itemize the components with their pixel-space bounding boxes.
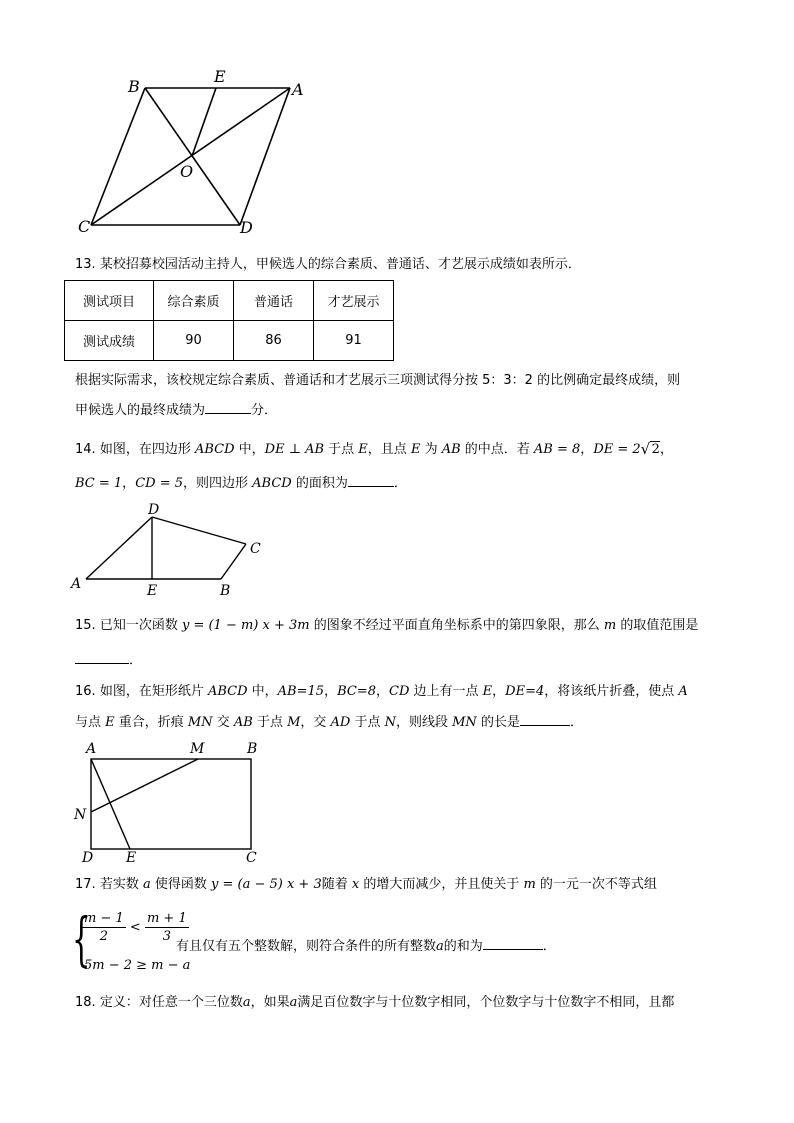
table-header: 才艺展示 <box>314 281 394 321</box>
label-d: D <box>82 850 94 865</box>
table-row <box>65 281 394 321</box>
table-header: 测试项目 <box>65 281 154 321</box>
label-c: C <box>250 541 261 557</box>
label-n: N <box>74 807 87 823</box>
answer-blank[interactable] <box>205 401 251 414</box>
segment-eo <box>192 88 216 156</box>
label-c: C <box>78 217 91 236</box>
figure-rectangle <box>70 735 280 865</box>
label-b: B <box>247 741 258 757</box>
label-b: B <box>220 583 231 599</box>
q13-rule: 根据实际需求，该校规定综合素质、普通话和才艺展示三项测试得分按 5：3：2 的比例确定最终成绩，则 <box>75 373 681 388</box>
table-cell: 测试成绩 <box>65 321 154 361</box>
q18-stem: 18. 定义：对任意一个三位数a，如果a满足百位数字与十位数字相同，个位数字与十位数字不相同，且都 <box>75 995 675 1010</box>
label-m: M <box>190 741 205 757</box>
table-row <box>65 321 394 361</box>
label-a: A <box>292 80 304 99</box>
label-e: E <box>147 583 158 599</box>
label-e: E <box>126 850 137 865</box>
label-e: E <box>214 67 226 86</box>
table-header: 综合素质 <box>154 281 234 321</box>
table-cell: 86 <box>234 321 314 361</box>
label-a: A <box>86 741 97 757</box>
q16-stem-2: 与点 E 重合，折痕 MN 交 AB 于点 M，交 AD 于点 N，则线段 MN 的长是 ． <box>75 715 583 730</box>
q17-stem-1: 17. 若实数 a 使得函数 y = (a − 5) x + 3随着 x 的增大而减少，并且使关于 m 的一元一次不等式组 <box>75 877 657 892</box>
answer-blank[interactable] <box>483 937 543 950</box>
label-b: B <box>128 77 140 96</box>
figure-quadrilateral <box>66 500 276 600</box>
q16-stem-1: 16. 如图，在矩形纸片 ABCD 中，AB=15，BC=8，CD 边上有一点 E，DE=4，将该纸片折叠，使点 A <box>75 684 688 699</box>
label-c: C <box>246 850 257 865</box>
q17-inequality-system: { $\frac{m - 1}{2}$ < $\frac{m + 1}{3}$ 5m − 2 ≥ m − a <box>72 905 191 973</box>
q15-answer-line: ． <box>75 651 142 671</box>
table-header: 普通话 <box>234 281 314 321</box>
q15-stem: 15. 已知一次函数 y = (1 − m) x + 3m 的图象不经过平面直角坐标系中的第四象限，那么 m 的取值范围是 <box>75 618 699 633</box>
q17-stem-2: 有且仅有五个整数解，则符合条件的所有整数a的和为 ． <box>176 939 556 954</box>
q14-stem-1: 14. 如图，在四边形 ABCD 中，DE ⊥ AB 于点 E，且点 E 为 AB 的中点．若 AB = 8，DE = 2 √ 2， <box>75 440 673 458</box>
side-ad <box>240 88 290 225</box>
table-cell: 90 <box>154 321 234 361</box>
diagonal-ca <box>91 88 290 225</box>
label-a: A <box>71 576 82 592</box>
label-d: D <box>148 502 160 518</box>
q13-score-table <box>64 280 394 361</box>
table-cell: 91 <box>314 321 394 361</box>
sqrt-two: √ 2 <box>640 440 660 458</box>
q13-answer-line: 甲候选人的最终成绩为 分． <box>75 403 278 418</box>
figure-parallelogram <box>70 60 330 240</box>
q14-stem-2: BC = 1，CD = 5，则四边形 ABCD 的面积为 ． <box>75 476 407 491</box>
answer-blank[interactable] <box>348 474 394 487</box>
answer-blank[interactable] <box>520 713 570 726</box>
label-d: D <box>240 218 253 237</box>
answer-blank[interactable] <box>75 651 129 664</box>
label-o: O <box>180 162 194 181</box>
q13-stem: 13. 某校招募校园活动主持人，甲候选人的综合素质、普通话、才艺展示成绩如表所示． <box>75 257 581 272</box>
side-bc <box>91 88 145 225</box>
diagonal-bd <box>145 88 240 225</box>
